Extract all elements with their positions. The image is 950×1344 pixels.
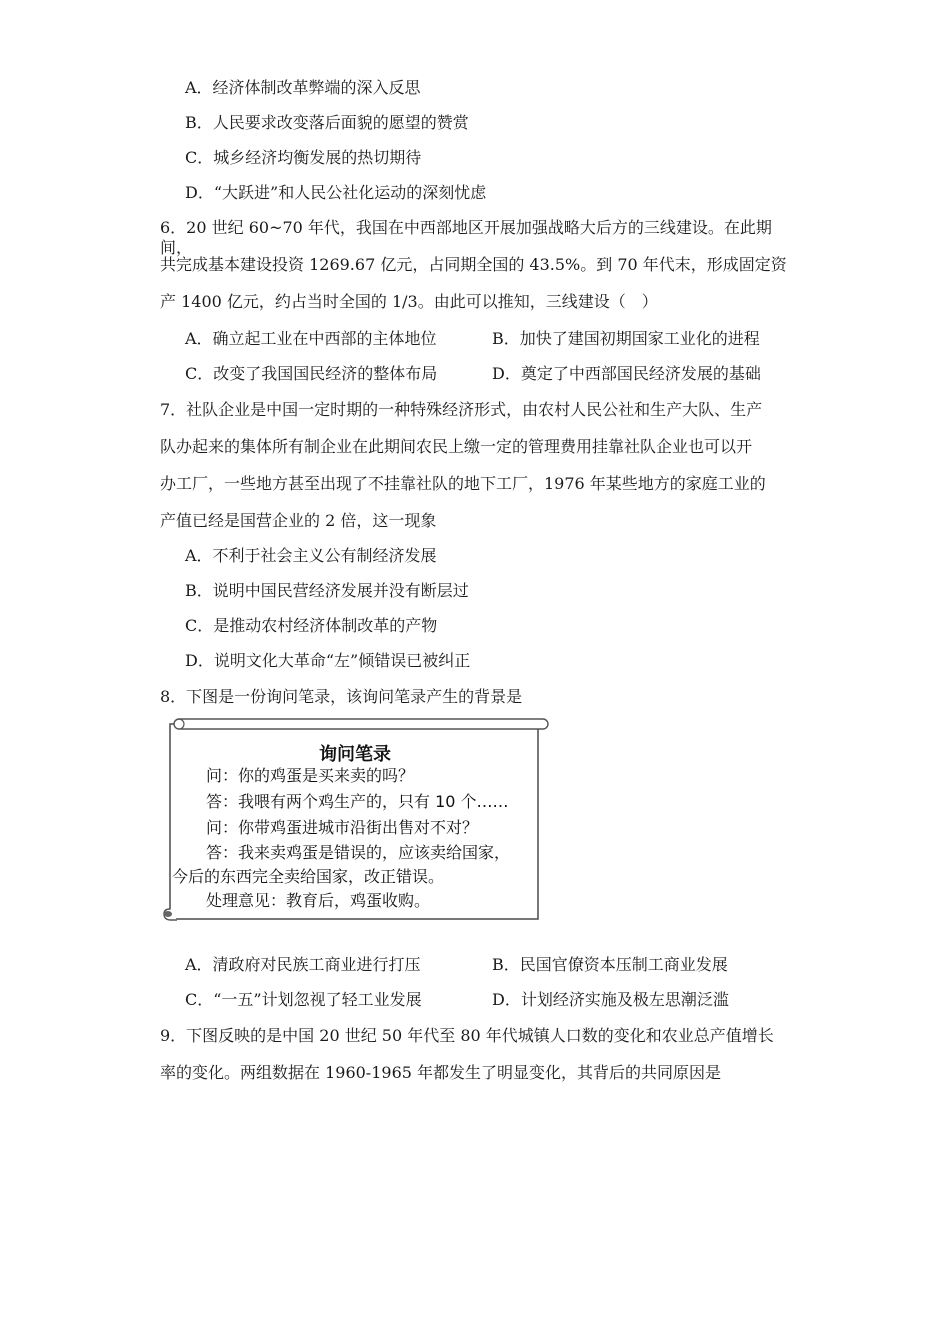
q7-stem-line-2: 队办起来的集体所有制企业在此期间农民上缴一定的管理费用挂靠社队企业也可以开 (160, 437, 753, 456)
q6-option-c: C．改变了我国国民经济的整体布局 (185, 364, 438, 383)
q8-option-c: C．“一五”计划忽视了轻工业发展 (185, 990, 422, 1009)
record-line-6: 处理意见：教育后，鸡蛋收购。 (206, 891, 431, 910)
q5-option-a: A．经济体制改革弊端的深入反思 (185, 78, 421, 97)
q6-option-b: B．加快了建国初期国家工业化的进程 (492, 329, 760, 348)
record-line-4: 答：我来卖鸡蛋是错误的，应该卖给国家， (206, 843, 511, 862)
record-line-5: 今后的东西完全卖给国家，改正错误。 (172, 867, 445, 886)
q6-stem-line-2: 共完成基本建设投资 1269.67 亿元，占同期全国的 43.5%。到 70 年代末，形成固定资 (160, 255, 787, 274)
record-line-2: 答：我喂有两个鸡生产的，只有 10 个…… (206, 792, 509, 811)
q8-option-b: B．民国官僚资本压制工商业发展 (492, 955, 728, 974)
q6-option-a: A．确立起工业在中西部的主体地位 (185, 329, 437, 348)
interrogation-record-figure (160, 714, 555, 924)
q9-stem-line-1: 9．下图反映的是中国 20 世纪 50 年代至 80 年代城镇人口数的变化和农业总产值增长 (160, 1026, 774, 1045)
q9-stem-line-2: 率的变化。两组数据在 1960-1965 年都发生了明显变化，其背后的共同原因是 (160, 1063, 722, 1082)
q8-option-a: A．清政府对民族工商业进行打压 (185, 955, 421, 974)
q7-stem-line-4: 产值已经是国营企业的 2 倍，这一现象 (160, 511, 437, 530)
q6-stem-line-3: 产 1400 亿元，约占当时全国的 1/3。由此可以推知，三线建设（ ） (160, 292, 658, 311)
q5-option-d: D．“大跃进”和人民公社化运动的深刻忧虑 (185, 183, 487, 202)
record-line-1: 问：你的鸡蛋是买来卖的吗？ (206, 766, 415, 785)
q7-option-a: A．不利于社会主义公有制经济发展 (185, 546, 437, 565)
q5-option-c: C．城乡经济均衡发展的热切期待 (185, 148, 422, 167)
q8-option-d: D．计划经济实施及极左思潮泛滥 (492, 990, 729, 1009)
q8-stem: 8．下图是一份询问笔录，该询问笔录产生的背景是 (160, 687, 523, 706)
q7-option-c: C．是推动农村经济体制改革的产物 (185, 616, 438, 635)
q7-option-d: D．说明文化大革命“左”倾错误已被纠正 (185, 651, 471, 670)
record-title: 询问笔录 (319, 744, 391, 765)
q7-option-b: B．说明中国民营经济发展并没有断层过 (185, 581, 469, 600)
q5-option-b: B．人民要求改变落后面貌的愿望的赞赏 (185, 113, 469, 132)
record-line-3: 问：你带鸡蛋进城市沿街出售对不对？ (206, 818, 479, 837)
q7-stem-line-3: 办工厂，一些地方甚至出现了不挂靠社队的地下工厂，1976 年某些地方的家庭工业的 (160, 474, 766, 493)
q6-option-d: D．奠定了中西部国民经济发展的基础 (492, 364, 761, 383)
q6-stem-line-1: 6．20 世纪 60~70 年代，我国在中西部地区开展加强战略大后方的三线建设。在此期间， (160, 218, 772, 257)
q7-stem-line-1: 7．社队企业是中国一定时期的一种特殊经济形式，由农村人民公社和生产大队、生产 (160, 400, 763, 419)
